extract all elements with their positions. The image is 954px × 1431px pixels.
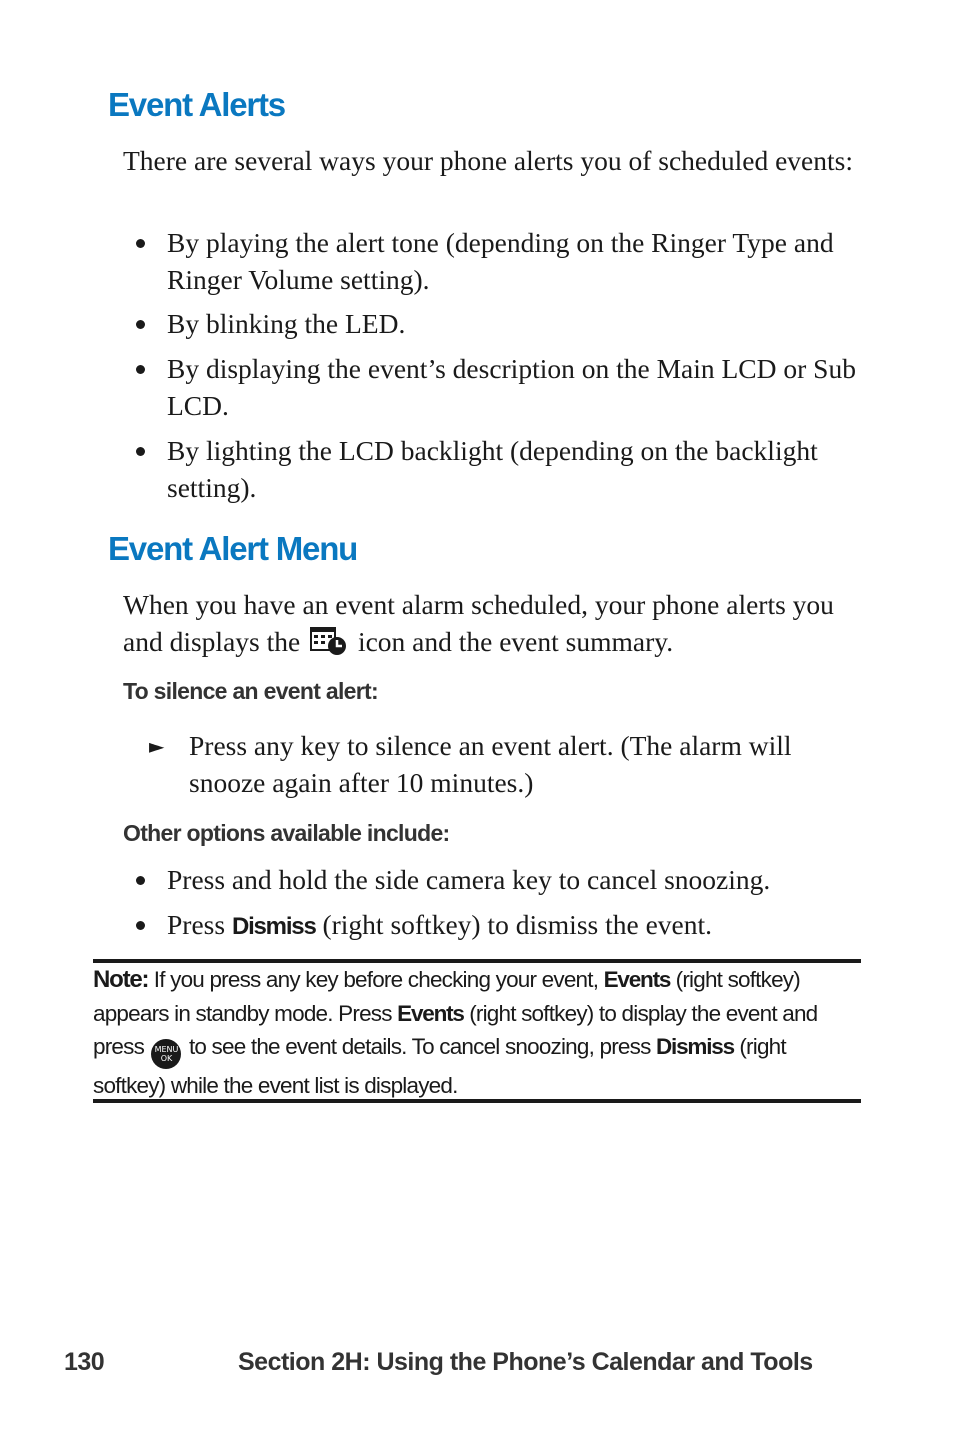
bullet-text: By playing the alert tone (depending on the Ringer Type and Ringer Volume setting). [167,227,834,295]
bullet-text [167,907,867,946]
silence-step-text: Press any key to silence an event alert. (The alarm will snooze again after 10 minutes.) [189,730,792,798]
note-text: If you press any key before checking your event, [153,967,599,992]
note-label: Note: [93,966,149,993]
events-key-label: Events [397,1000,464,1026]
bullet-text: By lighting the LCD backlight (depending on the backlight setting). [167,435,818,503]
menu-ok-top-text: MENU [154,1045,179,1054]
note-box [93,963,863,1103]
other-options-subheading: Other options available include: [123,820,450,846]
note-text: (right softkey) to display the event and press [93,1000,818,1059]
bullet-dot [136,447,145,456]
event-alert-menu-intro [123,587,863,666]
events-key-label: Events [603,967,671,992]
arrow-right-icon: ► [149,734,165,758]
note-text: (right softkey) appears in standby mode. Press [93,967,800,1026]
menu-ok-icon [151,1039,181,1069]
event-alarm-icon [310,625,348,667]
intro-text-after-icon: icon and the event summary. [357,625,674,657]
bullet-dot [136,876,145,885]
note-text: to see the event details. To cancel snoozing, press [188,1034,651,1059]
bullet-dot [136,320,145,329]
option2-prefix: Press [167,909,226,940]
heading-event-alerts: Event Alerts [108,86,285,123]
bullet-dot [136,921,145,930]
note-bottom-rule [93,1099,861,1103]
silence-alert-subheading: To silence an event alert: [123,678,378,704]
note-text: (right softkey) while the event list is displayed. [93,1034,786,1098]
intro-text-before-icon: When you have an event alarm scheduled, your phone alerts you and displays the [123,589,834,657]
dismiss-key-label: Dismiss [231,913,316,940]
bullet-dot [136,365,145,374]
footer-section-title: Section 2H: Using the Phone’s Calendar and Tools [238,1348,813,1376]
dismiss-key-label: Dismiss [656,1034,734,1059]
bullet-text: By displaying the event’s description on the Main LCD or Sub LCD. [167,353,856,421]
bullet-text: By blinking the LED. [167,308,406,339]
page-number: 130 [64,1348,105,1376]
heading-event-alert-menu: Event Alert Menu [108,530,358,567]
event-alerts-intro: There are several ways your phone alerts you of scheduled events: [123,145,853,176]
option2-suffix: (right softkey) to dismiss the event. [322,909,712,940]
bullet-dot [136,239,145,248]
menu-ok-bottom-text: OK [160,1054,173,1063]
bullet-text: Press and hold the side camera key to cancel snoozing. [167,864,771,895]
